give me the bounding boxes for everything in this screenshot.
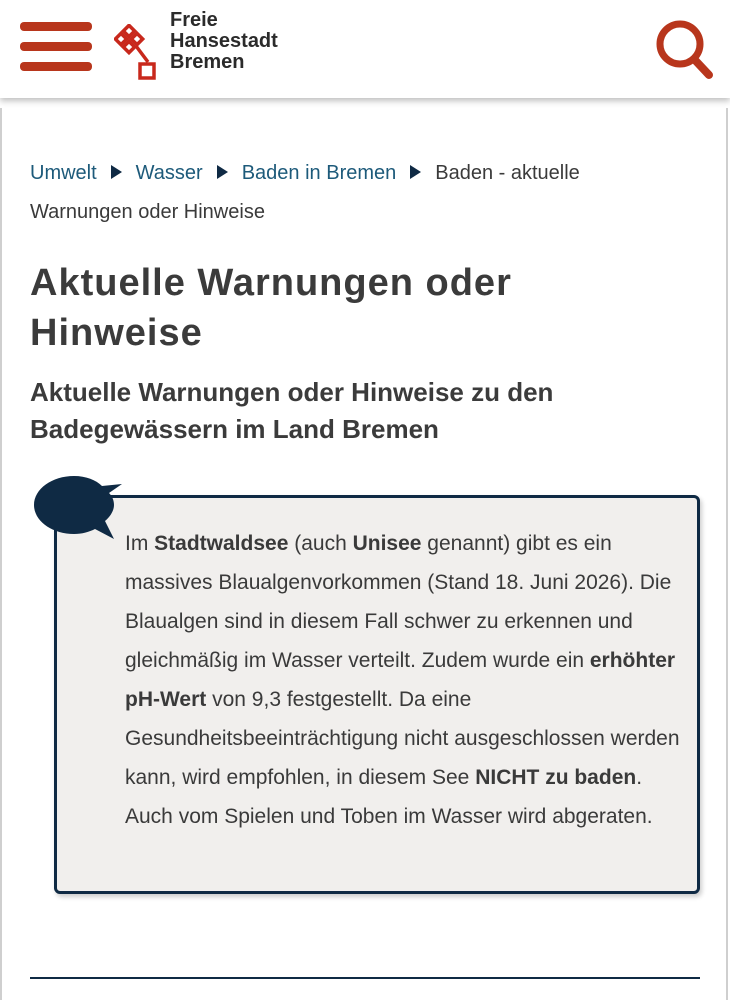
section-divider [30, 977, 700, 979]
hamburger-menu-icon[interactable] [20, 20, 92, 72]
search-icon[interactable] [654, 18, 714, 80]
logo-line: Bremen [170, 51, 245, 73]
bremen-key-icon [114, 24, 160, 90]
speech-bubble-icon [32, 472, 124, 546]
breadcrumb-arrow-icon [217, 165, 228, 179]
logo-wordmark [170, 10, 278, 73]
site-header [0, 0, 730, 98]
notice-text-part: Im [125, 532, 155, 555]
breadcrumb-link-wasser[interactable]: Wasser [135, 162, 203, 184]
notice-text [125, 524, 685, 836]
notice-bold-stadtwaldsee: Stadtwaldsee [154, 532, 289, 555]
menu-bar [20, 22, 92, 31]
notice-bold-ph-wert: erhöhter pH-Wert [125, 649, 676, 711]
main-content [0, 108, 728, 1000]
breadcrumb-current: Baden - aktuelle Warnungen oder Hinweise [30, 162, 580, 223]
notice-text-part: genannt) gibt es ein massives Blaualgenvorkommen (Stand 18. Juni 2026). Die Blaualgen sind in diesem Fall schwer zu erkennen und gleichmäßig im Wasser verteilt. Zudem wurde ein [125, 532, 672, 672]
warning-notice [54, 495, 700, 894]
menu-bar [20, 42, 92, 51]
breadcrumb-arrow-icon [410, 165, 421, 179]
logo-line: Freie [170, 9, 218, 31]
site-logo[interactable] [114, 10, 278, 80]
page-title: Aktuelle Warnungen oder Hinweise [30, 262, 512, 354]
page-subtitle: Aktuelle Warnungen oder Hinweise zu den Badegewässern im Land Bremen [30, 377, 554, 444]
notice-bold-nicht-baden: NICHT zu baden [475, 766, 637, 789]
notice-text-part: von 9,3 festgestellt. Da eine Gesundheitsbeeinträchtigung nicht ausgeschlossen werden kann, wird empfohlen, in diesem See [125, 688, 680, 789]
logo-line: Hansestadt [170, 30, 278, 52]
notice-text-part: (auch [288, 532, 353, 555]
menu-bar [20, 62, 92, 71]
notice-bold-unisee: Unisee [352, 532, 422, 555]
notice-text-part: . Auch vom Spielen und Toben im Wasser wird abgeraten. [125, 766, 653, 828]
breadcrumb-arrow-icon [111, 165, 122, 179]
breadcrumb-link-umwelt[interactable]: Umwelt [30, 162, 97, 184]
breadcrumb-link-baden[interactable]: Baden in Bremen [241, 162, 397, 184]
breadcrumb [30, 154, 670, 232]
